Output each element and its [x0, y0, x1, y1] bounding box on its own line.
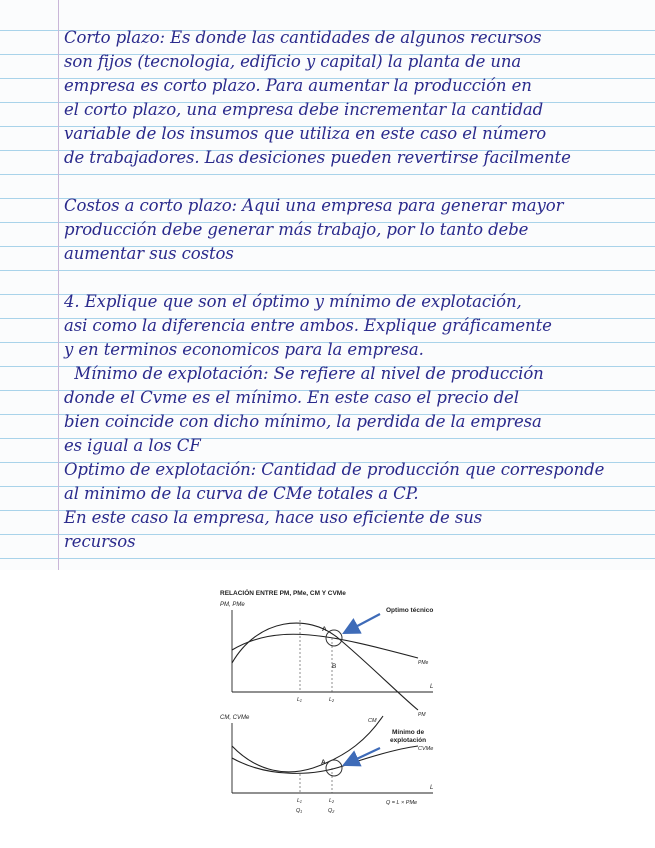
text-line: es igual a los CF	[64, 436, 201, 455]
text-line: y en terminos economicos para la empresa.	[64, 340, 424, 359]
cm-curve	[232, 716, 383, 772]
text-line: Optimo de explotación: Cantidad de producción que corresponde	[64, 460, 605, 479]
minimo-label-1: Mínimo de	[392, 729, 425, 736]
text-line: variable de los insumos que utiliza en este caso el número	[64, 124, 547, 143]
figure-svg	[218, 588, 480, 824]
text-line: donde el Cvme es el mínimo. En este caso el precio del	[64, 388, 519, 407]
text-line: 4. Explique que son el óptimo y mínimo de explotación,	[64, 292, 522, 311]
text-line: asi como la diferencia entre ambos. Explique gráficamente	[64, 316, 552, 335]
paragraph-pregunta-4	[64, 290, 552, 458]
minimo-label-2: explotación	[390, 737, 427, 744]
optimo-arrow	[346, 614, 380, 632]
text-line: producción debe generar más trabajo, por lo tanto debe	[64, 220, 529, 239]
text-line: el corto plazo, una empresa debe incrementar la cantidad	[64, 100, 544, 119]
l1-label: L₁	[297, 697, 302, 703]
text-line: aumentar sus costos	[64, 244, 234, 263]
l2-label-bottom: L₂	[329, 798, 335, 804]
text-line: al minimo de la curva de CMe totales a CP.	[64, 484, 419, 503]
l1-label-bottom: L₁	[297, 798, 302, 804]
paragraph-corto-plazo	[64, 26, 571, 170]
pm-label: PM	[418, 712, 426, 718]
top-x-axis-label: L	[430, 684, 434, 690]
paragraph-costos-corto-plazo	[64, 194, 563, 266]
point-a-top: A	[322, 626, 327, 633]
bottom-x-axis-label: L	[430, 785, 434, 791]
text-line: recursos	[64, 532, 136, 551]
q2-label: Q₂	[328, 808, 335, 814]
economics-figure	[218, 588, 480, 824]
cm-label: CM	[368, 718, 377, 724]
optimo-tecnico-label: Optimo técnico	[386, 607, 434, 614]
paragraph-optimo-explotacion	[64, 458, 604, 554]
text-line: En este caso la empresa, hace uso eficiente de sus	[64, 508, 483, 527]
pm-curve	[232, 623, 418, 710]
point-a-bottom: A	[321, 759, 326, 766]
margin-line	[58, 0, 59, 570]
text-line: de trabajadores. Las desiciones pueden revertirse facilmente	[64, 148, 571, 167]
figure-title: RELACIÓN ENTRE PM, PMe, CM Y CVMe	[220, 590, 346, 597]
pme-curve	[232, 634, 418, 658]
text-line: Corto plazo: Es donde las cantidades de algunos recursos	[64, 28, 542, 47]
text-line: empresa es corto plazo. Para aumentar la producción en	[64, 76, 532, 95]
text-line: son fijos (tecnologia, edificio y capital) la planta de una	[64, 52, 522, 71]
text-line: Costos a corto plazo: Aqui una empresa para generar mayor	[64, 196, 564, 215]
top-y-axis-label: PM, PMe	[220, 602, 245, 608]
text-line: bien coincide con dicho mínimo, la perdida de la empresa	[64, 412, 542, 431]
cvme-label: CVMe	[418, 746, 434, 752]
point-b: B	[332, 663, 337, 670]
pme-label: PMe	[418, 660, 429, 666]
text-line: Mínimo de explotación: Se refiere al nivel de producción	[64, 364, 544, 383]
bottom-y-axis-label: CM, CVMe	[220, 715, 250, 721]
l2-label: L₂	[329, 697, 335, 703]
q-axis-label: Q = L × PMe	[386, 800, 418, 806]
q1-label: Q₁	[296, 808, 303, 814]
minimo-explotacion-marker	[326, 760, 342, 776]
